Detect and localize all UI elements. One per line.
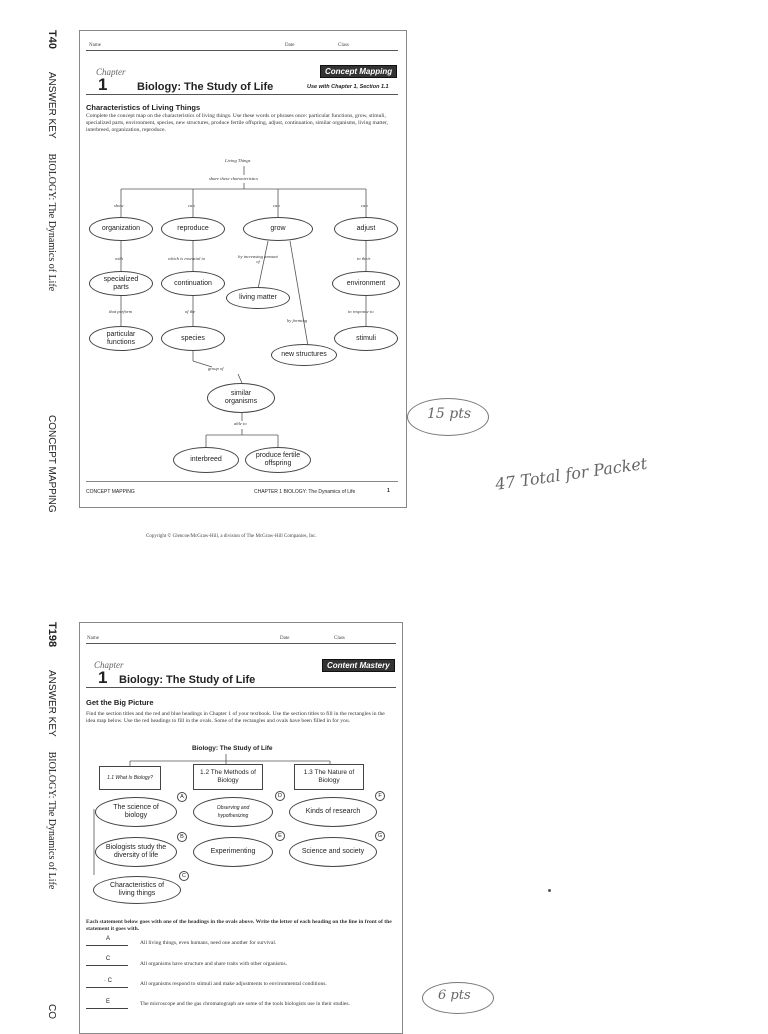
oval-new-structures: new structures [271,344,337,366]
content-mastery-badge: Content Mastery [322,659,395,672]
oval-reproduce: reproduce [161,217,225,241]
section-title-2: Get the Big Picture [86,698,154,707]
oval-environment: environment [332,271,400,296]
letter-D: D [275,791,285,801]
map-link-share: share these characteristics [209,176,259,181]
map-link-essential: which is essential to [168,256,206,261]
idea-map-connectors [80,623,402,1033]
date-label: Date [285,43,295,48]
map-link-show: show [114,203,124,208]
instructions: Complete the concept map on the characteristics of living things. Use these words or phrases once: particular functions, grow, stimuli, specialized parts, environment, species, new structures, produce fertile offspring, adjust, continuation, similar organisms, living matter, interbreed, organization, reproduce. [86,113,389,133]
oval-grow: grow [243,217,313,241]
statement-1: All living things, even humans, need one another for survival. [140,940,277,946]
oval-adjust: adjust [334,217,398,241]
instructions-2: Find the section titles and the red and blue headings in Chapter 1 of your textbook. Use the section titles to fill in the rectangles in the idea map below. Use the red headings to fill in the ovals. Some of the rectangles and ovals have been filled in for you. [86,711,385,724]
answer-key-label-2: ANSWER KEY [46,669,57,737]
class-label-2: Class [334,636,345,641]
worksheet-content-mastery [79,622,403,1034]
answer-3: · C [104,978,112,984]
answer-key-label: ANSWER KEY [46,71,57,139]
map-link-to-their: to their [357,256,371,261]
letter-E: E [275,831,285,841]
map-link-group-of: group of [208,366,224,371]
statement-4: The microscope and the gas chromatograph are some of the tools biologists use in their studies. [140,1001,350,1007]
chapter-number: 1 [98,75,108,94]
map-link-with: with [115,256,123,261]
map-link-can-1: can [188,203,195,208]
page-title-2: Biology: The Study of Life [119,674,256,686]
copyright-notice: Copyright © Glencoe/McGraw-Hill, a division of The McGraw-Hill Companies, Inc. [146,534,317,539]
oval-A: The science of biology [95,797,177,827]
chapter-number-2: 1 [98,668,108,687]
statement-2: All organisms have structure and share traits with other organisms. [140,961,288,967]
concept-mapping-badge: Concept Mapping [320,65,397,78]
oval-E: Experimenting [193,837,273,867]
box-section-1-1: 1.1 What Is Biology? [99,766,161,790]
statement-instructions: Each statement below goes with one of the headings in the ovals above. Write the letter of each heading on the line in front of the statement it goes with. [86,919,392,932]
stray-mark [548,889,551,892]
statement-3: All organisms respond to stimuli and make adjustments to environmental conditions. [140,981,327,987]
section-label: CONCEPT MAPPING [46,415,57,513]
map-link-increasing: by increasing amount of [238,254,278,264]
chapter-label-2: Chapter [94,660,124,670]
book-title-2: BIOLOGY: The Dynamics of Life [46,751,57,890]
oval-continuation: continuation [161,271,225,296]
concept-map-connectors [80,31,406,507]
section-label-2: CO [46,1004,57,1019]
handwritten-total: 47 Total for Packet [494,453,649,494]
name-label: Name [89,43,101,48]
oval-B: Biologists study the diversity of life [95,837,177,867]
map-link-can-2: can [273,203,280,208]
date-label-2: Date [280,636,290,641]
book-title: BIOLOGY: The Dynamics of Life [46,153,57,292]
letter-G: G [375,831,385,841]
letter-B: B [177,832,187,842]
oval-species: species [161,326,225,351]
page-title: Biology: The Study of Life [137,81,274,93]
oval-F: Kinds of research [289,797,377,827]
letter-C: C [179,871,189,881]
page-number-2: T198 [46,622,58,648]
footer-right: CHAPTER 1 BIOLOGY: The Dynamics of Life [254,489,356,495]
handwritten-score-2: 6 pts [438,988,471,1003]
class-label: Class [338,43,349,48]
box-section-1-3: 1.3 The Nature of Biology [294,764,364,790]
page-number: T40 [46,30,58,49]
map-link-can-3: can [361,203,368,208]
answer-1: A [105,936,110,942]
letter-F: F [375,791,385,801]
footer-page: 1 [387,488,390,494]
map-link-of-the: of the [185,309,196,314]
map-link-able-to: able to [234,421,247,426]
footer-left: CONCEPT MAPPING [86,489,135,495]
oval-similar-organisms: similar organisms [207,383,275,413]
oval-produce-fertile-offspring: produce fertile offspring [245,447,311,473]
answer-2: C [105,956,111,962]
oval-organization: organization [89,217,153,241]
map-link-forming: by forming [287,318,308,323]
handwritten-score-1: 15 pts [427,406,472,422]
worksheet-concept-mapping [79,30,407,508]
oval-stimuli: stimuli [334,326,398,351]
oval-particular-functions: particular functions [89,326,153,351]
section-title: Characteristics of Living Things [86,103,201,112]
box-section-1-2: 1.2 The Methods of Biology [193,764,263,790]
oval-G: Science and society [289,837,377,867]
use-with-note: Use with Chapter 1, Section 1.1 [307,84,389,90]
map-link-response: in response to [348,309,374,314]
oval-specialized-parts: specialized parts [89,271,153,296]
letter-A: A [177,792,187,802]
name-label-2: Name [87,636,99,641]
oval-living-matter: living matter [226,287,290,309]
idea-map-title: Biology: The Study of Life [192,745,273,752]
chapter-label: Chapter [96,67,126,77]
map-root: Living Things [225,158,251,163]
oval-interbreed: interbreed [173,447,239,473]
answer-4: E [105,999,110,1005]
oval-C: Characteristics of living things [93,876,181,904]
map-link-perform: that perform [109,309,133,314]
oval-D: Observing and hypothesizing [193,797,273,827]
